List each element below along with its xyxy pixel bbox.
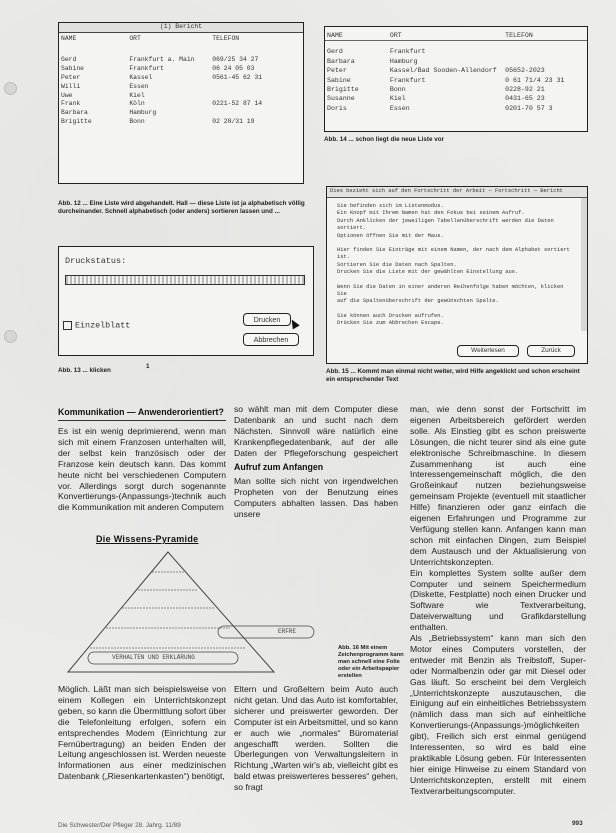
table-row: Willi Essen <box>61 82 149 90</box>
table-row: Peter Kassel/Bad Sooden-Allendorf 05652-2023 <box>327 67 545 75</box>
col-header[interactable]: NAME <box>61 35 77 42</box>
punch-hole-bottom <box>4 330 17 343</box>
abb15-caption: Abb. 15 ... Kommt man einmal nicht weiter, wird Hilfe angeklickt und schon erscheint ein entsprechender Text <box>326 368 580 383</box>
table-row: Susanne Kiel 0431-65 23 <box>327 95 545 103</box>
print-status-label: Druckstatus: <box>65 256 127 266</box>
table-row: Sabine Frankfurt 06 24 05 03 <box>61 64 255 72</box>
weiterlesen-button[interactable]: Weiterlesen <box>457 345 519 357</box>
abb15-titlebar: Dies bezieht sich auf den Fortschritt der Arbeit — Fortschritt — Bericht <box>327 187 587 198</box>
article-col3: man, wie denn sonst der Fortschritt im eigenen Arbeitsbereich gefördert werden solle. Als Einstieg gibt es schon preiswerte Lösungen, die nicht teurer sind als eine gute elektronische Schreibmaschine. In diesem Zusammenhang ist auch eine Interessengemeinschaft möglich, die den Großeinkauf nutzen beziehungsweise gemeinsam Projekte (eventuell mit staatlicher Hilfe) finanzieren oder ganz einfach die eigenen Erfahrungen und Programme zur Verfügung stellen kann. Anfangen kann man schon mit einfachen Dingen, zum Beispiel dem Austausch und der Aktualisierung von Unterrichtskonzepten. Ein komplettes System sollte außer dem Computer und seinem Speichermedium (Diskette, Festplatte) noch einen Drucker und Software wie Textverarbeitung, Dateiverwaltung und Grafikdarstellung enthalten. Als „Betriebssystem“ kann man sich den Motor eines Computers vorstellen, der entweder mit Benzin als Treibstoff, Super- oder Normalbenzin oder gar mit Diesel oder Gas läuft. So erscheint bei dem Vergleich „Unterrichtskonzepte auszutauschen, die Einigung auf ein einheitliches Betriebssystem (nämlich dass man sich auf einheitliche Konvertierungs-(Anpassungs-)möglichkeiten gibt), Freilich sich erst einmal genügend Interessenten, so wird es bald eine praktikable Lösung geben. Für Interessenten hier einige Hinweise zu einem Standard von Unterrichtskonzepten, erstellt mit einem Textverarbeitungscomputer. <box>410 404 586 796</box>
single-sheet-option[interactable]: Einzelblatt <box>63 321 130 331</box>
article-col1-lower: Möglich. Läßt man sich beispielsweise von einem Kollegen ein Unterrichtskonzept geben, so kann die Übermittlung sofort über die Telefonleitung erfolgen, sofern ein entsprechendes Modem (Einrichtung zur Fernübertragung) an beiden Enden der Leitung angeschlossen ist. Werden neueste Informationen aus einer medizinischen Datenbank („Riesenkartenkasten“) benötigt, <box>58 684 226 782</box>
abb12-screenshot <box>58 22 304 184</box>
table-row: Peter Kassel 0561-45 62 31 <box>61 73 263 81</box>
abb14-table <box>325 31 587 113</box>
pyramid-label-bottom: VERHALTEN UND ERKLÄRUNG <box>112 654 195 661</box>
table-row: Frank Köln 0221-52 87 14 <box>61 100 263 108</box>
pyramid-figure <box>58 534 330 678</box>
abb12-caption: Abb. 12 ... Eine Liste wird abgehandelt. Hall — diese Liste ist ja alphabetisch völlig durcheinander. Schnell alphabetisch (oder anders) sortieren lassen und ... <box>58 200 305 215</box>
abb12-titlebar: (1) Bericht <box>59 23 303 33</box>
table-row: Doris Essen 0201-70 57 3 <box>327 104 553 112</box>
pyramid-label-right: ERFRE <box>278 628 297 635</box>
article-col2-lower: Eltern und Großeltern beim Auto auch nicht getan. Und das Auto ist komfortabler, sicherer und preiswerter geworden. Der Computer ist ein Arbeitsmittel, und so kann er auch wie „normales“ Büromaterial angeschafft werden. Sollten die Überlegungen von Verwaltungsleitern in Richtung „Warten wir's ab, vielleicht gibt es bald etwas preiswerteres besseres“ gehen, so fragt <box>234 684 398 793</box>
abb14-header-row <box>325 31 587 40</box>
abb14-screenshot <box>324 26 588 132</box>
help-text: Sie befinden sich im Listenmodus. Ein Knopf mit Ihrem Namen hat den Fokus bei seinem Aufruf. Durch Anklicken der jeweiligen Tabellenüberschrift werden die Daten sortiert. Optionen öffnen Sie mit der Maus. Hier finden Sie Einträge mit einem Namen, der nach dem Alphabet sortiert ist. Sortieren Sie die Daten nach Spalten. Drucken Sie die Liste mit der gewählten Einstellung aus. Wenn Sie die Daten in einer anderen Reihenfolge haben möchten, klicken Sie auf die Spaltenüberschrift der gewünschten Spalte. Sie können auch Drucken aufrufen. Drücken Sie zum Abbrechen Escape. <box>327 198 587 331</box>
col-header[interactable]: ORT <box>389 32 402 39</box>
table-row: Brigitte Bonn 02 28/31 19 <box>61 118 255 126</box>
abb12-header-row <box>59 35 303 44</box>
pyramid-title: Die Wissens-Pyramide <box>96 534 199 544</box>
zurueck-button[interactable]: Zurück <box>527 345 575 357</box>
footer-source: Die Schwester/Der Pfleger 28. Jahrg. 11/89 <box>58 822 181 829</box>
col-header[interactable]: TELEFON <box>505 32 533 39</box>
table-row: Barbara Hamburg <box>327 57 418 65</box>
abb13-print-dialog <box>58 246 314 356</box>
table-row: Brigitte Bonn 0228-92 21 <box>327 86 545 94</box>
print-progress-bar <box>65 275 305 285</box>
abb15-help-dialog <box>326 186 588 364</box>
col-header[interactable]: NAME <box>327 32 343 39</box>
abb13-page-marker: 1 <box>146 363 150 370</box>
table-row: Gerd Frankfurt <box>327 48 426 56</box>
col-header[interactable]: ORT <box>129 35 141 42</box>
table-row: Barbara Hamburg <box>61 109 157 117</box>
article-col1-intro: Es ist ein wenig deprimierend, wenn man sich mit einem Franzosen unterhalten will, der selbst kein französisch oder der Franzose kein deutsch kann. Das kommt heute nicht bei verschiedenen Computern vor. Allerdings sorgt durch sogenannte Konvertierungs-(Anpassungs-)technik auch die Kommunikation mit anderen Computern <box>58 426 226 513</box>
punch-hole-top <box>4 82 17 95</box>
table-row: Sabine Frankfurt 0 61 71/4 23 31 <box>327 76 565 84</box>
article-subheading: Aufruf zum Anfangen <box>234 462 324 472</box>
abb16-caption: Abb. 16 Mit einem Zeichenprogramm kann man schnell eine Folie oder ein Arbeitspapier erstellen <box>338 645 404 679</box>
drucken-button[interactable]: Drucken <box>243 313 291 326</box>
article-col2-sub: Man sollte sich nicht von irgendwelchen Propheten von der Benutzung eines Computers abhalten lassen. Das haben unsere <box>234 476 398 519</box>
table-row: Gerd Frankfurt a. Main 069/25 34 27 <box>61 55 259 63</box>
article-heading: Kommunikation — Anwenderorientiert? <box>58 407 226 421</box>
abb12-table <box>59 35 303 127</box>
table-row: Uwe Kiel <box>61 91 145 99</box>
col-header[interactable]: TELEFON <box>212 35 240 42</box>
single-sheet-checkbox[interactable] <box>63 321 72 330</box>
mouse-cursor-icon <box>288 318 299 330</box>
page-number: 993 <box>572 820 583 827</box>
article-col2-top: so wählt man mit dem Computer diese Datenbank an und sucht nach dem Nächsten. Sinnvoll wäre natürlich eine Krankenpflegedatenbank, auf der alle Daten der Pflegeforschung gespeichert <box>234 404 398 458</box>
abbrechen-button[interactable]: Abbrechen <box>243 333 299 346</box>
abb14-caption: Abb. 14 ... schon liegt die neue Liste vor <box>324 136 445 143</box>
abb13-caption: Abb. 13 ... klicken <box>58 367 111 374</box>
